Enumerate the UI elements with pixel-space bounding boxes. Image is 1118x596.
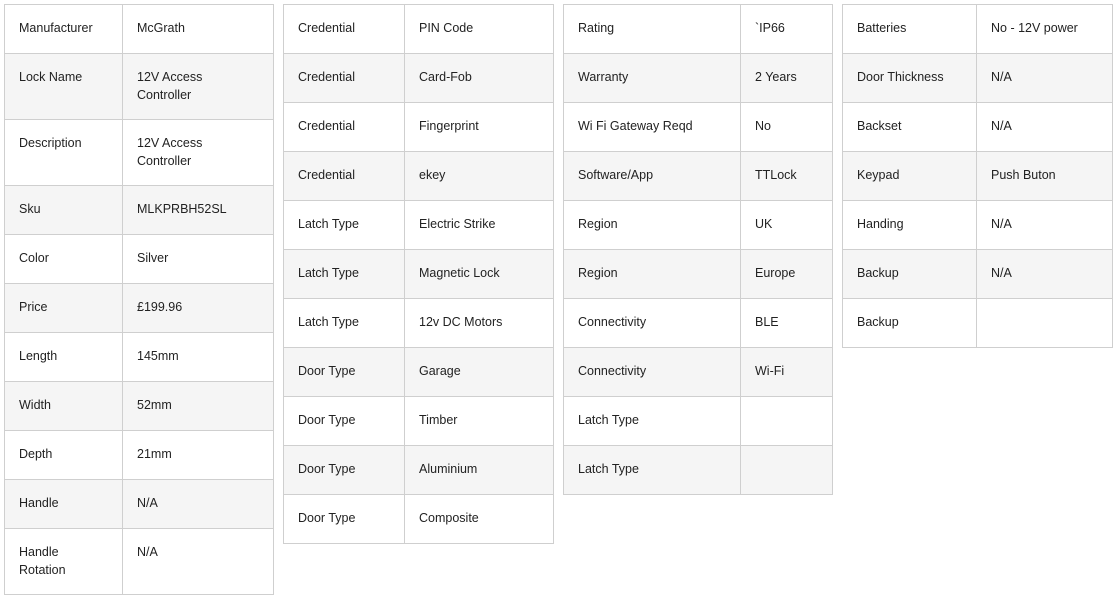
- table-row: [5, 529, 274, 595]
- spec-value: PIN Code: [405, 5, 554, 54]
- spec-label: Latch Type: [284, 201, 405, 250]
- table-row: [284, 446, 554, 495]
- table-row: [843, 201, 1113, 250]
- table-row: [843, 152, 1113, 201]
- table-row: [5, 120, 274, 186]
- spec-value: No - 12V power: [977, 5, 1113, 54]
- table-row: [843, 103, 1113, 152]
- spec-value: `IP66: [741, 5, 833, 54]
- table-row: [564, 201, 833, 250]
- spec-label: Sku: [5, 186, 123, 235]
- spec-label: Rating: [564, 5, 741, 54]
- spec-label: Credential: [284, 103, 405, 152]
- spec-label: Backup: [843, 299, 977, 348]
- spec-label: Keypad: [843, 152, 977, 201]
- spec-table-general: [4, 4, 274, 595]
- spec-value: 12V Access Controller: [123, 120, 274, 186]
- table-row: [284, 299, 554, 348]
- spec-label: Software/App: [564, 152, 741, 201]
- spec-value: N/A: [977, 103, 1113, 152]
- table-row: [284, 250, 554, 299]
- spec-label: Warranty: [564, 54, 741, 103]
- table-row: [284, 152, 554, 201]
- spec-label: Door Type: [284, 495, 405, 544]
- spec-label: Color: [5, 235, 123, 284]
- spec-value: 2 Years: [741, 54, 833, 103]
- spec-value: ekey: [405, 152, 554, 201]
- spec-value: No: [741, 103, 833, 152]
- spec-label: Backup: [843, 250, 977, 299]
- spec-value: £199.96: [123, 284, 274, 333]
- spec-value: 21mm: [123, 431, 274, 480]
- spec-value: Silver: [123, 235, 274, 284]
- table-row: [5, 333, 274, 382]
- table-row: [284, 5, 554, 54]
- table-row: [5, 480, 274, 529]
- table-row: [5, 186, 274, 235]
- spec-label: Backset: [843, 103, 977, 152]
- spec-value: MLKPRBH52SL: [123, 186, 274, 235]
- table-row: [5, 284, 274, 333]
- spec-table-features: [563, 4, 833, 495]
- spec-label: Region: [564, 201, 741, 250]
- table-row: [843, 5, 1113, 54]
- spec-label: Manufacturer: [5, 5, 123, 54]
- spec-table-credentials: [283, 4, 554, 544]
- spec-value: BLE: [741, 299, 833, 348]
- spec-value: McGrath: [123, 5, 274, 54]
- spec-label: Latch Type: [284, 250, 405, 299]
- spec-label: Width: [5, 382, 123, 431]
- spec-value: N/A: [977, 201, 1113, 250]
- table-row: [5, 431, 274, 480]
- table-row: [5, 54, 274, 120]
- spec-value: Garage: [405, 348, 554, 397]
- spec-value: Europe: [741, 250, 833, 299]
- table-row: [843, 54, 1113, 103]
- spec-value: 12v DC Motors: [405, 299, 554, 348]
- table-row: [284, 54, 554, 103]
- spec-value: Aluminium: [405, 446, 554, 495]
- spec-label: Handing: [843, 201, 977, 250]
- spec-value: Electric Strike: [405, 201, 554, 250]
- spec-label: Door Thickness: [843, 54, 977, 103]
- spec-value: [977, 299, 1113, 348]
- spec-label: Door Type: [284, 397, 405, 446]
- spec-label: Batteries: [843, 5, 977, 54]
- spec-table-hardware: [842, 4, 1113, 348]
- table-row: [5, 5, 274, 54]
- spec-label: Price: [5, 284, 123, 333]
- table-row: [564, 250, 833, 299]
- table-row: [5, 235, 274, 284]
- spec-value: 12V Access Controller: [123, 54, 274, 120]
- spec-label: Depth: [5, 431, 123, 480]
- table-row: [564, 299, 833, 348]
- spec-label: Region: [564, 250, 741, 299]
- spec-label: Description: [5, 120, 123, 186]
- spec-label: Latch Type: [564, 446, 741, 495]
- spec-label: Wi Fi Gateway Reqd: [564, 103, 741, 152]
- table-row: [564, 397, 833, 446]
- spec-label: Door Type: [284, 348, 405, 397]
- spec-value: N/A: [123, 480, 274, 529]
- spec-label: Handle: [5, 480, 123, 529]
- spec-label: Credential: [284, 54, 405, 103]
- spec-value: N/A: [977, 250, 1113, 299]
- spec-value: [741, 397, 833, 446]
- spec-label: Credential: [284, 152, 405, 201]
- spec-value: Card-Fob: [405, 54, 554, 103]
- spec-value: Magnetic Lock: [405, 250, 554, 299]
- spec-value: TTLock: [741, 152, 833, 201]
- spec-value: N/A: [123, 529, 274, 595]
- spec-value: UK: [741, 201, 833, 250]
- table-row: [564, 5, 833, 54]
- spec-value: Timber: [405, 397, 554, 446]
- spec-label: Latch Type: [564, 397, 741, 446]
- table-row: [284, 201, 554, 250]
- spec-value: 52mm: [123, 382, 274, 431]
- table-row: [843, 250, 1113, 299]
- table-row: [564, 54, 833, 103]
- spec-value: Wi-Fi: [741, 348, 833, 397]
- spec-value: [741, 446, 833, 495]
- spec-label: Latch Type: [284, 299, 405, 348]
- spec-value: Fingerprint: [405, 103, 554, 152]
- spec-value: Composite: [405, 495, 554, 544]
- spec-label: Door Type: [284, 446, 405, 495]
- spec-label: Length: [5, 333, 123, 382]
- table-row: [284, 397, 554, 446]
- spec-value: 145mm: [123, 333, 274, 382]
- table-row: [564, 152, 833, 201]
- table-row: [5, 382, 274, 431]
- spec-label: Credential: [284, 5, 405, 54]
- spec-label: Lock Name: [5, 54, 123, 120]
- table-row: [564, 348, 833, 397]
- spec-value: Push Buton: [977, 152, 1113, 201]
- spec-label: Connectivity: [564, 348, 741, 397]
- table-row: [843, 299, 1113, 348]
- table-row: [284, 348, 554, 397]
- spec-label: Handle Rotation: [5, 529, 123, 595]
- spec-label: Connectivity: [564, 299, 741, 348]
- spec-value: N/A: [977, 54, 1113, 103]
- table-row: [284, 103, 554, 152]
- table-row: [284, 495, 554, 544]
- table-row: [564, 446, 833, 495]
- table-row: [564, 103, 833, 152]
